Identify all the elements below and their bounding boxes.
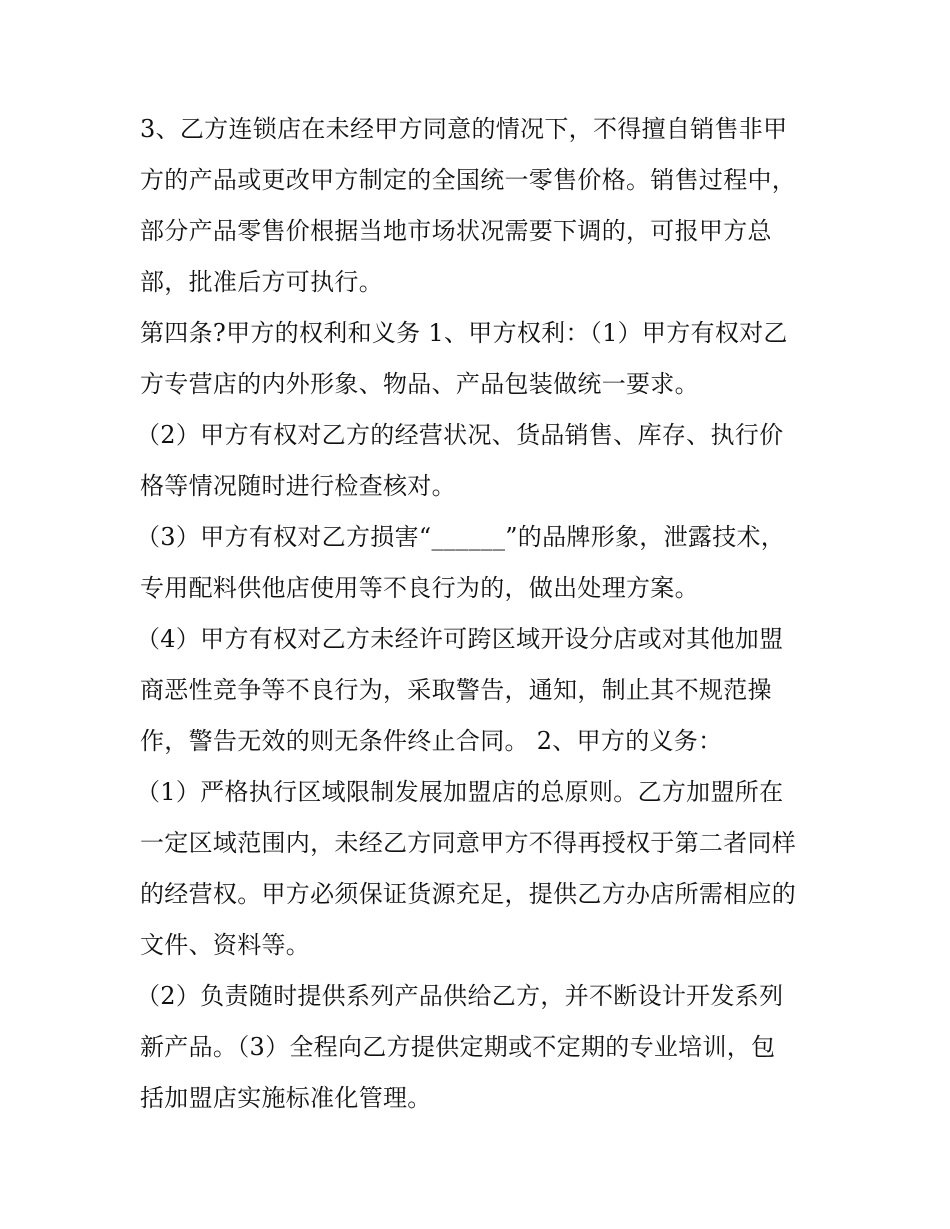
text-line-13: 作，警告无效的则无条件终止合同。 2、甲方的义务： bbox=[140, 727, 723, 755]
text-line-17: 文件、资料等。 bbox=[140, 931, 311, 959]
text-line-9: （3）甲方有权对乙方损害“______”的品牌形象，泄露技术， bbox=[136, 523, 786, 551]
text-line-1: 3、乙方连锁店在未经甲方同意的情况下，不得擅自销售非甲 bbox=[140, 115, 788, 143]
text-line-16: 的经营权。甲方必须保证货源充足，提供乙方办店所需相应的 bbox=[140, 880, 797, 908]
text-line-2: 方的产品或更改甲方制定的全国统一零售价格。销售过程中， bbox=[140, 166, 797, 194]
text-line-20: 括加盟店实施标准化管理。 bbox=[140, 1084, 432, 1112]
text-line-7: （2）甲方有权对乙方的经营状况、货品销售、库存、执行价 bbox=[136, 421, 784, 449]
text-line-19: 新产品。（3）全程向乙方提供定期或不定期的专业培训，包 bbox=[140, 1033, 776, 1061]
text-line-8: 格等情况随时进行检查核对。 bbox=[140, 472, 456, 500]
text-line-11: （4）甲方有权对乙方未经许可跨区域开设分店或对其他加盟 bbox=[136, 625, 784, 653]
text-line-6: 方专营店的内外形象、物品、产品包装做统一要求。 bbox=[140, 370, 699, 398]
text-line-10: 专用配料供他店使用等不良行为的，做出处理方案。 bbox=[140, 574, 699, 602]
text-line-18: （2）负责随时提供系列产品供给乙方，并不断设计开发系列 bbox=[136, 982, 784, 1010]
text-line-14: （1）严格执行区域限制发展加盟店的总原则。乙方加盟所在 bbox=[136, 778, 784, 806]
text-line-4: 部，批准后方可执行。 bbox=[140, 268, 383, 296]
document-body bbox=[136, 104, 820, 1124]
text-line-15: 一定区域范围内，未经乙方同意甲方不得再授权于第二者同样 bbox=[140, 829, 797, 857]
text-line-5: 第四条?甲方的权利和义务 1、甲方权利：（1）甲方有权对乙 bbox=[140, 319, 788, 347]
text-line-3: 部分产品零售价根据当地市场状况需要下调的，可报甲方总 bbox=[140, 217, 772, 245]
text-line-12: 商恶性竞争等不良行为，采取警告，通知，制止其不规范操 bbox=[140, 676, 772, 704]
